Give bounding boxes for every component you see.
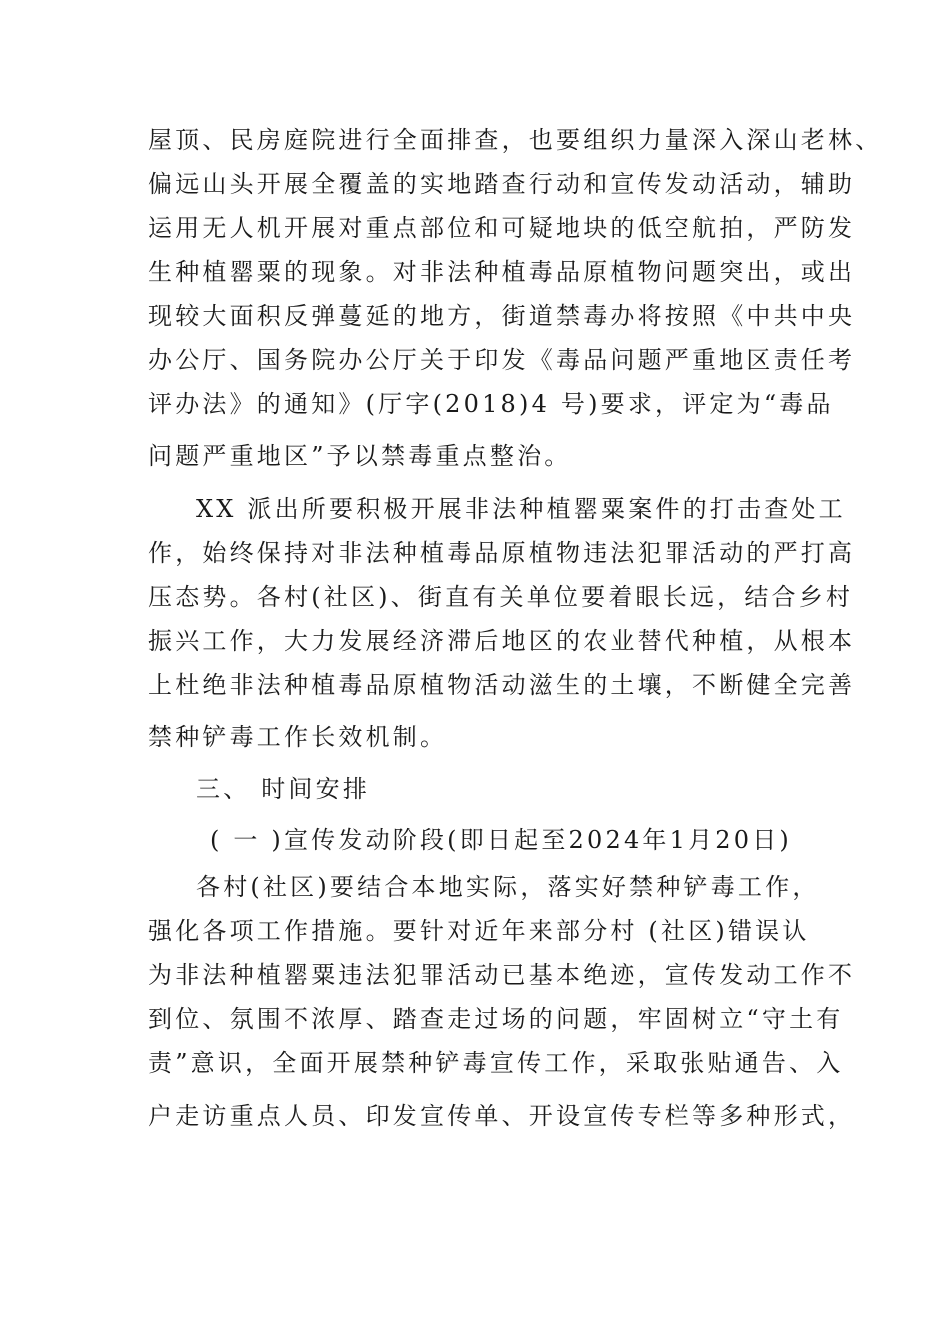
text-line: XX 派出所要积极开展非法种植罂粟案件的打击查处工 bbox=[196, 495, 846, 523]
text-line: 压态势。各村(社区)、街直有关单位要着眼长远，结合乡村 bbox=[148, 583, 854, 611]
text-line: 作，始终保持对非法种植毒品原植物违法犯罪活动的严打高 bbox=[148, 539, 856, 567]
text-line: 问题严重地区”予以禁毒重点整治。 bbox=[148, 442, 572, 470]
text-line: 禁种铲毒工作长效机制。 bbox=[148, 723, 448, 751]
text-line: 责”意识，全面开展禁种铲毒宣传工作，采取张贴通告、入 bbox=[148, 1049, 844, 1077]
text-line: 运用无人机开展对重点部位和可疑地块的低空航拍，严防发 bbox=[148, 214, 856, 242]
text-line: 振兴工作，大力发展经济滞后地区的农业替代种植，从根本 bbox=[148, 627, 856, 655]
text-line: 到位、氛围不浓厚、踏查走过场的问题，牢固树立“守土有 bbox=[148, 1005, 844, 1033]
text-line: 为非法种植罂粟违法犯罪活动已基本绝迹，宣传发动工作不 bbox=[148, 961, 856, 989]
text-line: 屋顶、民房庭院进行全面排查，也要组织力量深入深山老林、 bbox=[148, 126, 883, 154]
text-line: 各村(社区)要结合本地实际，落实好禁种铲毒工作， bbox=[196, 873, 820, 901]
text-line: 户走访重点人员、印发宣传单、开设宣传专栏等多种形式， bbox=[148, 1102, 856, 1130]
text-line: 现较大面积反弹蔓延的地方，街道禁毒办将按照《中共中央 bbox=[148, 302, 856, 330]
text-line: 评办法》的通知》(厅字(2018)4 号)要求，评定为“毒品 bbox=[148, 390, 834, 418]
text-line: 偏远山头开展全覆盖的实地踏查行动和宣传发动活动，辅助 bbox=[148, 170, 856, 198]
text-line: 上杜绝非法种植毒品原植物活动滋生的土壤，不断健全完善 bbox=[148, 671, 856, 699]
text-line: 办公厅、国务院办公厅关于印发《毒品问题严重地区责任考 bbox=[148, 346, 856, 374]
subsection-heading: ( 一 )宣传发动阶段(即日起至2024年1月20日) bbox=[210, 826, 792, 854]
text-line: 强化各项工作措施。要针对近年来部分村 (社区)错误认 bbox=[148, 917, 810, 945]
section-heading: 三、 时间安排 bbox=[196, 775, 371, 803]
text-line: 生种植罂粟的现象。对非法种植毒品原植物问题突出，或出 bbox=[148, 258, 856, 286]
